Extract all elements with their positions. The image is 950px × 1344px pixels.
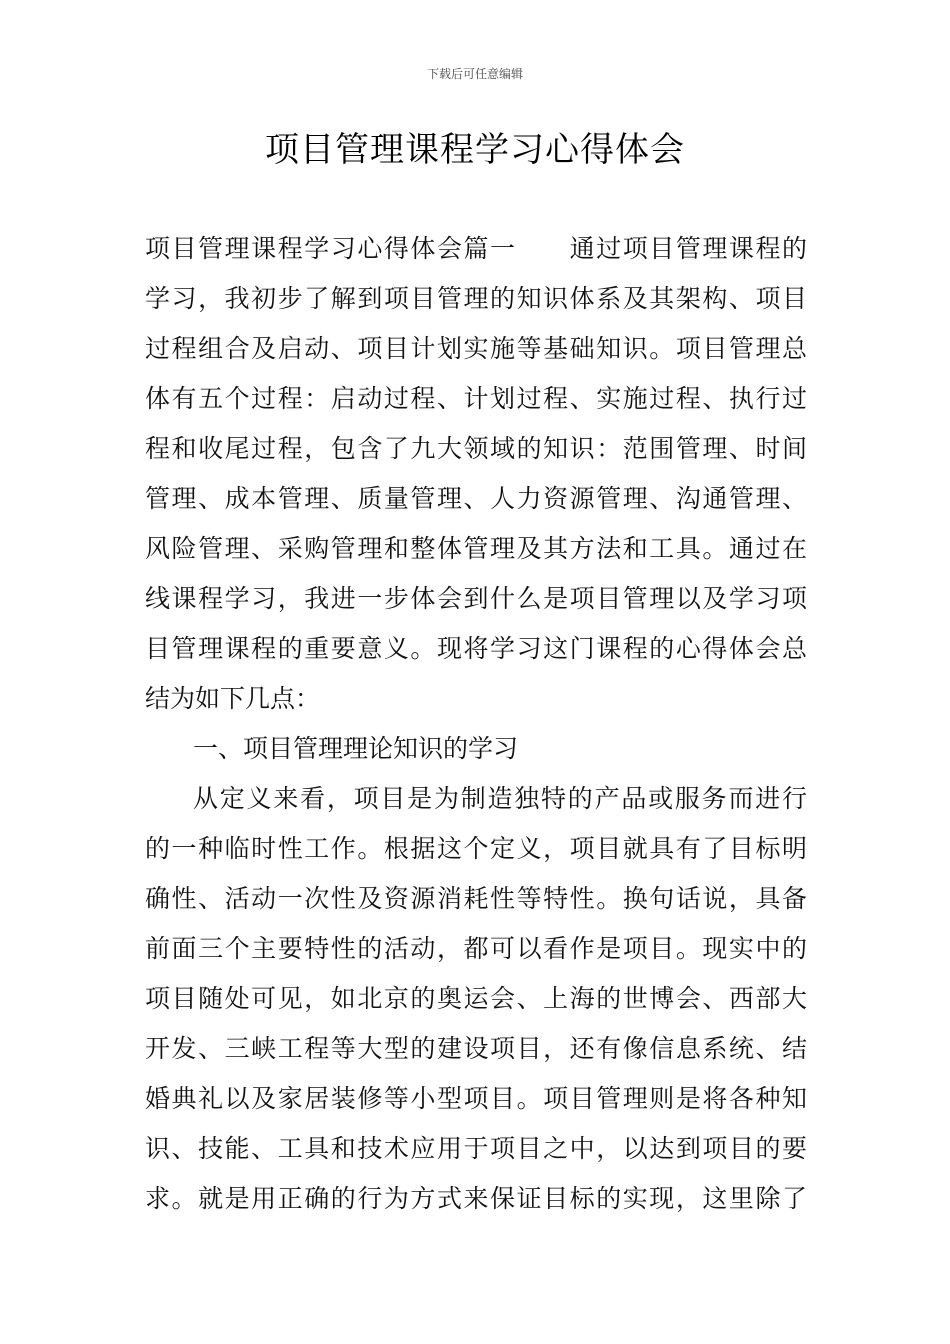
body-text <box>145 224 807 1224</box>
text-line: 的一种临时性工作。根据这个定义，项目就具有了目标明 <box>145 834 807 863</box>
document-title: 项目管理课程学习心得体会 <box>265 130 685 170</box>
text-line: 目管理课程的重要意义。现将学习这门课程的心得体会总 <box>145 634 807 663</box>
text-line: 前面三个主要特性的活动，都可以看作是项目。现实中的 <box>145 934 807 963</box>
text-line: 开发、三峡工程等大型的建设项目，还有像信息系统、结 <box>145 1034 807 1063</box>
text-line: 求。就是用正确的行为方式来保证目标的实现，这里除了 <box>145 1184 807 1213</box>
text-line: 识、技能、工具和技术应用于项目之中，以达到项目的要 <box>145 1134 807 1163</box>
text-line: 从定义来看，项目是为制造独特的产品或服务而进行 <box>193 784 807 813</box>
text-line: 体有五个过程：启动过程、计划过程、实施过程、执行过 <box>145 384 807 413</box>
text-line: 确性、活动一次性及资源消耗性等特性。换句话说，具备 <box>145 884 807 913</box>
text-line: 项目随处可见，如北京的奥运会、上海的世博会、西部大 <box>145 984 807 1013</box>
text-line: 线课程学习，我进一步体会到什么是项目管理以及学习项 <box>145 584 807 613</box>
text-line: 学习，我初步了解到项目管理的知识体系及其架构、项目 <box>145 284 807 313</box>
text-line: 风险管理、采购管理和整体管理及其方法和工具。通过在 <box>145 534 807 563</box>
text-line: 一、项目管理理论知识的学习 <box>193 734 519 763</box>
text-line: 程和收尾过程，包含了九大领域的知识：范围管理、时间 <box>145 434 807 463</box>
text-line: 结为如下几点： <box>145 684 321 713</box>
text-line: 管理、成本管理、质量管理、人力资源管理、沟通管理、 <box>145 484 807 513</box>
text-line: 婚典礼以及家居装修等小型项目。项目管理则是将各种知 <box>145 1084 807 1113</box>
text-line: 过程组合及启动、项目计划实施等基础知识。项目管理总 <box>145 334 807 363</box>
text-line: 项目管理课程学习心得体会篇一 通过项目管理课程的 <box>145 234 807 263</box>
header-note: 下载后可任意编辑 <box>426 67 523 81</box>
